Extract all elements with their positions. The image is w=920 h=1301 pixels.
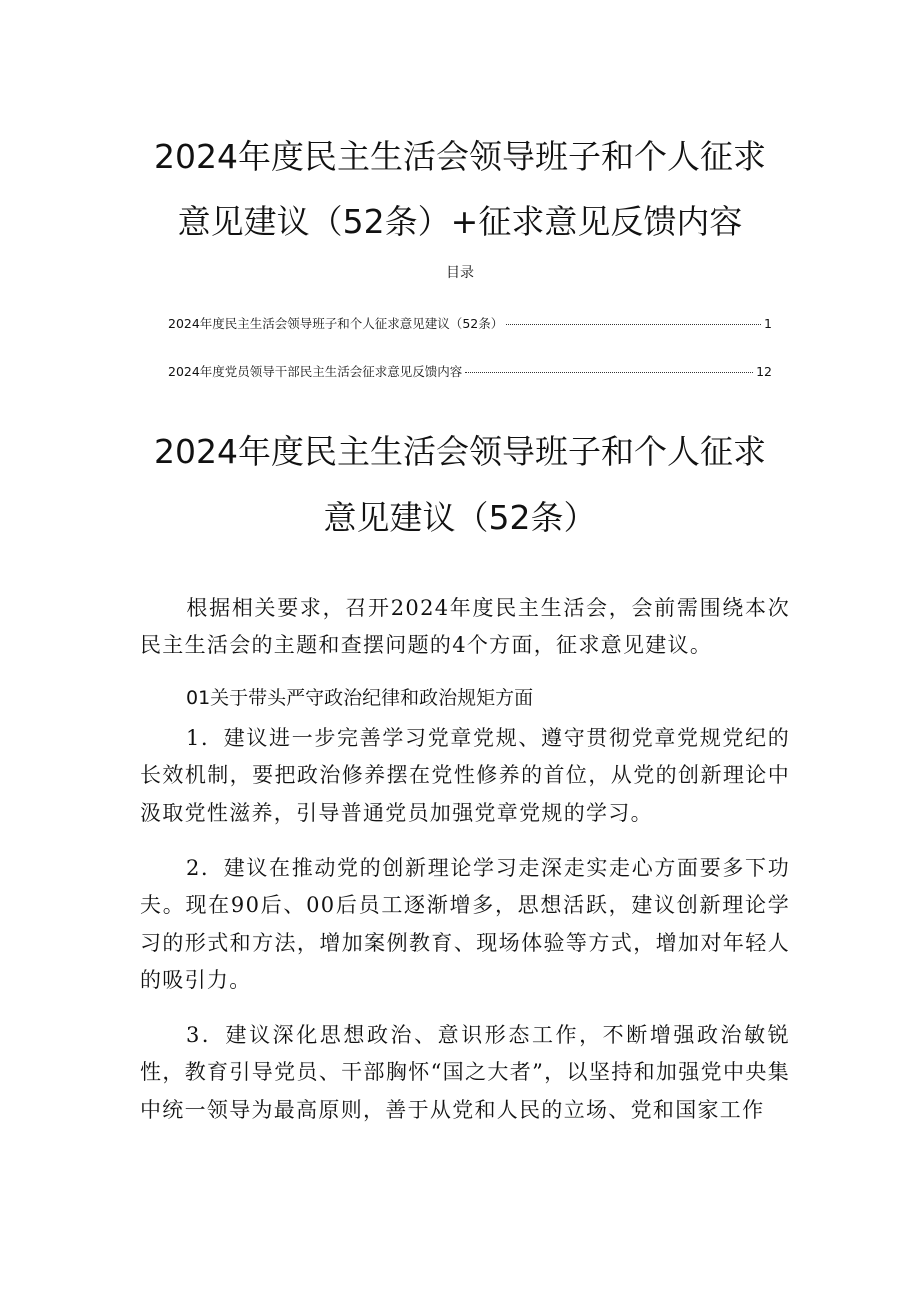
section-title-line-2: 意见建议（52条） xyxy=(323,498,597,537)
toc-leader-dots xyxy=(465,372,753,373)
document-title-line-2: 意见建议（52条）+征求意见反馈内容 xyxy=(177,202,743,241)
toc-entry-label: 2024年度民主生活会领导班子和个人征求意见建议（52条） xyxy=(168,316,504,331)
toc-heading: 目录 xyxy=(446,265,474,281)
suggestion-text: 2．建议在推动党的创新理论学习走深走实走心方面要多下功夫。现在90后、00后员工逐渐增多，思想活跃，建议创新理论学习的形式和方法，增加案例教育、现场体验等方式，增加对年轻人的吸引力。 xyxy=(140,856,790,992)
toc-entry[interactable] xyxy=(168,314,772,332)
suggestion-text: 1．建议进一步完善学习党章党规、遵守贯彻党章党规党纪的长效机制，要把政治修养摆在党性修养的首位，从党的创新理论中汲取党性滋养，引导普通党员加强党章党规的学习。 xyxy=(140,726,790,825)
toc-leader-dots xyxy=(506,324,761,325)
suggestion-text: 3．建议深化思想政治、意识形态工作，不断增强政治敏锐性，教育引导党员、干部胸怀“国之大者”，以坚持和加强党中央集中统一领导为最高原则，善于从党和人民的立场、党和国家工作 xyxy=(140,1023,790,1122)
intro-paragraph xyxy=(140,590,790,665)
toc-entry[interactable] xyxy=(168,362,772,380)
section-title-line-1: 2024年度民主生活会领导班子和个人征求 xyxy=(154,432,766,471)
intro-text: 根据相关要求，召开2024年度民主生活会，会前需围绕本次民主生活会的主题和查摆问题的4个方面，征求意见建议。 xyxy=(140,596,790,658)
suggestion-item-2 xyxy=(140,850,790,999)
suggestion-item-3 xyxy=(140,1017,790,1129)
category-heading: 01关于带头严守政治纪律和政治规矩方面 xyxy=(186,687,534,709)
toc-entry-label: 2024年度党员领导干部民主生活会征求意见反馈内容 xyxy=(168,364,463,379)
document-title-line-1: 2024年度民主生活会领导班子和个人征求 xyxy=(154,137,766,176)
toc-entry-page: 1 xyxy=(764,316,772,331)
suggestion-item-1 xyxy=(140,720,790,832)
toc-entry-page: 12 xyxy=(756,364,772,379)
